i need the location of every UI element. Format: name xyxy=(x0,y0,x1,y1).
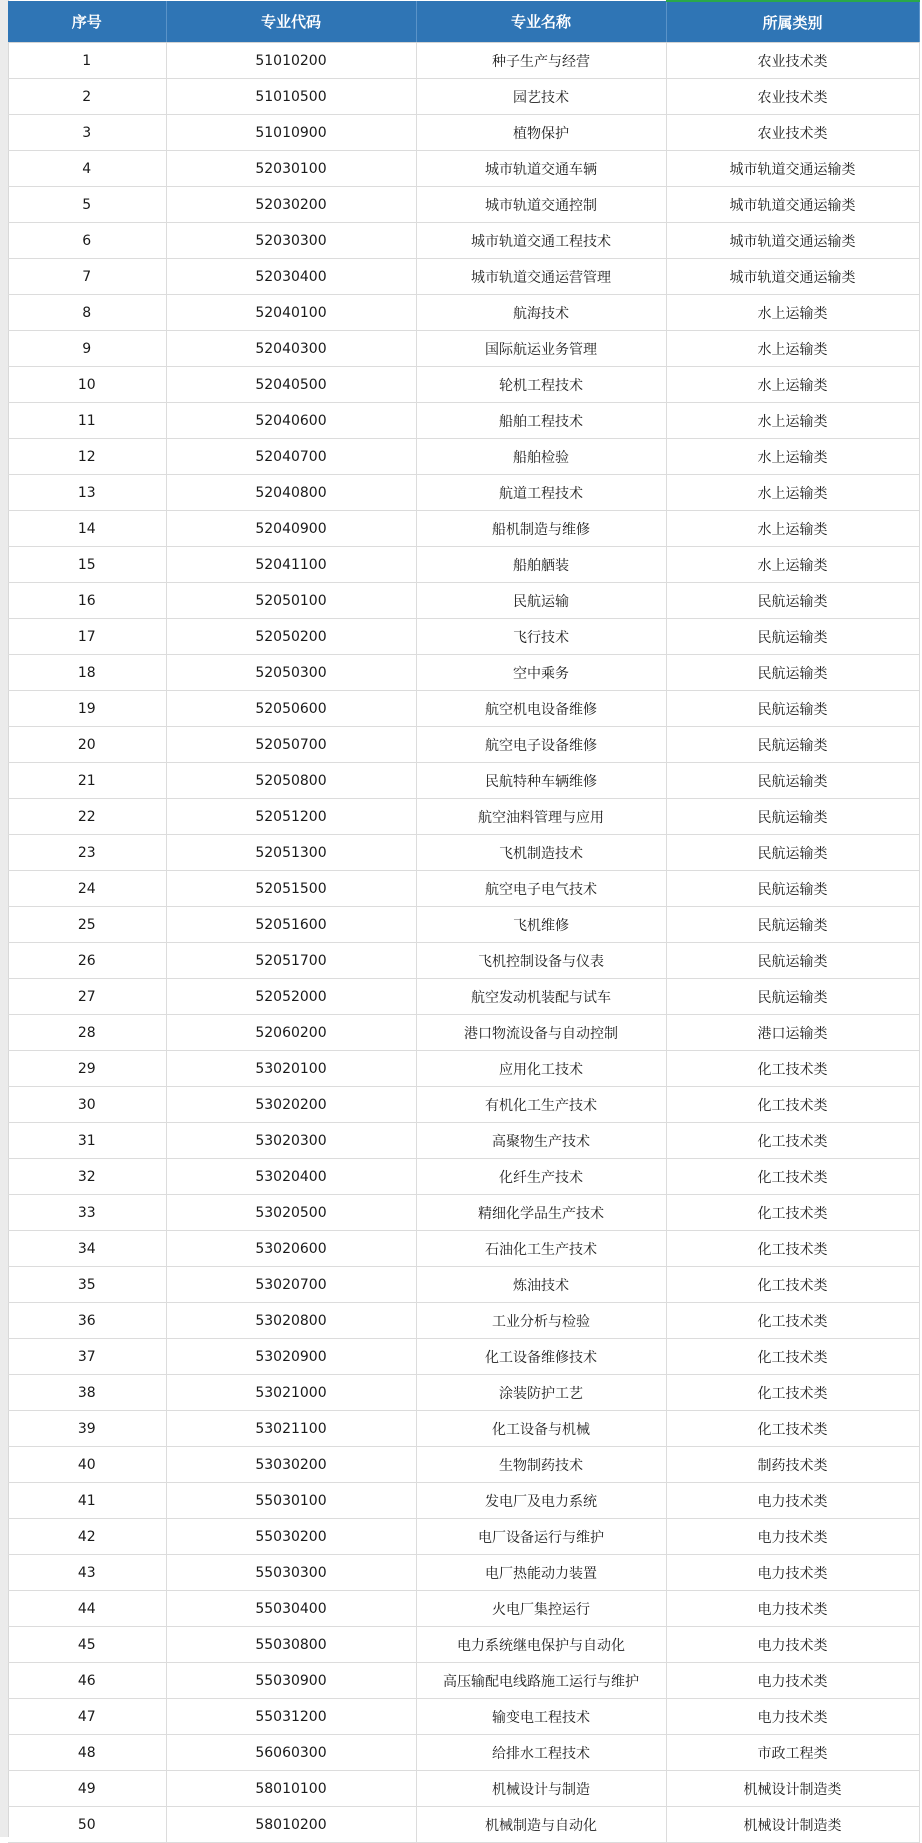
cell-index[interactable]: 15 xyxy=(8,547,166,583)
cell-name[interactable]: 种子生产与经营 xyxy=(416,43,666,79)
cell-index[interactable]: 40 xyxy=(8,1447,166,1483)
table-row xyxy=(8,1699,919,1735)
table-row xyxy=(8,43,919,79)
cell-code[interactable]: 56060300 xyxy=(166,1735,416,1771)
cell-index[interactable]: 19 xyxy=(8,691,166,727)
table-row xyxy=(8,331,919,367)
cell-name[interactable]: 船舶工程技术 xyxy=(416,403,666,439)
cell-index[interactable]: 31 xyxy=(8,1123,166,1159)
cell-name[interactable]: 火电厂集控运行 xyxy=(416,1591,666,1627)
cell-category[interactable]: 电力技术类 xyxy=(666,1663,919,1699)
cell-category[interactable]: 民航运输类 xyxy=(666,943,919,979)
cell-name[interactable]: 国际航运业务管理 xyxy=(416,331,666,367)
cell-category[interactable]: 化工技术类 xyxy=(666,1303,919,1339)
cell-code[interactable]: 52030400 xyxy=(166,259,416,295)
cell-name[interactable]: 空中乘务 xyxy=(416,655,666,691)
cell-category[interactable]: 民航运输类 xyxy=(666,763,919,799)
cell-code[interactable]: 55031200 xyxy=(166,1699,416,1735)
table-row xyxy=(8,403,919,439)
cell-code[interactable]: 53020500 xyxy=(166,1195,416,1231)
cell-category[interactable]: 民航运输类 xyxy=(666,655,919,691)
cell-index[interactable]: 4 xyxy=(8,151,166,187)
table-row xyxy=(8,799,919,835)
cell-index[interactable]: 38 xyxy=(8,1375,166,1411)
cell-code[interactable]: 52050700 xyxy=(166,727,416,763)
header-index[interactable]: 序号 xyxy=(8,1,166,43)
table-row xyxy=(8,1303,919,1339)
cell-code[interactable]: 53020900 xyxy=(166,1339,416,1375)
table-row xyxy=(8,1015,919,1051)
cell-category[interactable]: 农业技术类 xyxy=(666,79,919,115)
table-row xyxy=(8,583,919,619)
table-row xyxy=(8,79,919,115)
cell-index[interactable]: 9 xyxy=(8,331,166,367)
cell-category[interactable]: 电力技术类 xyxy=(666,1519,919,1555)
cell-index[interactable]: 14 xyxy=(8,511,166,547)
header-category[interactable]: 所属类别 xyxy=(666,1,919,43)
cell-index[interactable]: 50 xyxy=(8,1807,166,1843)
cell-index[interactable]: 41 xyxy=(8,1483,166,1519)
cell-code[interactable]: 55030100 xyxy=(166,1483,416,1519)
cell-code[interactable]: 52041100 xyxy=(166,547,416,583)
cell-category[interactable]: 化工技术类 xyxy=(666,1375,919,1411)
cell-index[interactable]: 44 xyxy=(8,1591,166,1627)
table-row xyxy=(8,763,919,799)
cell-name[interactable]: 船舶检验 xyxy=(416,439,666,475)
cell-index[interactable]: 49 xyxy=(8,1771,166,1807)
cell-name[interactable]: 高聚物生产技术 xyxy=(416,1123,666,1159)
cell-name[interactable]: 城市轨道交通运营管理 xyxy=(416,259,666,295)
cell-code[interactable]: 52051600 xyxy=(166,907,416,943)
cell-code[interactable]: 52050600 xyxy=(166,691,416,727)
table-row xyxy=(8,1591,919,1627)
cell-category[interactable]: 水上运输类 xyxy=(666,439,919,475)
cell-code[interactable]: 53021100 xyxy=(166,1411,416,1447)
cell-code[interactable]: 52030100 xyxy=(166,151,416,187)
cell-code[interactable]: 58010100 xyxy=(166,1771,416,1807)
table-row xyxy=(8,835,919,871)
cell-index[interactable]: 1 xyxy=(8,43,166,79)
table-row xyxy=(8,115,919,151)
cell-index[interactable]: 17 xyxy=(8,619,166,655)
cell-name[interactable]: 机械制造与自动化 xyxy=(416,1807,666,1843)
cell-index[interactable]: 20 xyxy=(8,727,166,763)
cell-category[interactable]: 电力技术类 xyxy=(666,1555,919,1591)
table-row xyxy=(8,439,919,475)
cell-name[interactable]: 港口物流设备与自动控制 xyxy=(416,1015,666,1051)
cell-code[interactable]: 53020200 xyxy=(166,1087,416,1123)
table-row xyxy=(8,691,919,727)
table-row xyxy=(8,511,919,547)
cell-code[interactable]: 52040700 xyxy=(166,439,416,475)
cell-category[interactable]: 民航运输类 xyxy=(666,979,919,1015)
cell-category[interactable]: 化工技术类 xyxy=(666,1267,919,1303)
cell-category[interactable]: 化工技术类 xyxy=(666,1051,919,1087)
cell-name[interactable]: 航空油料管理与应用 xyxy=(416,799,666,835)
cell-code[interactable]: 52040800 xyxy=(166,475,416,511)
cell-name[interactable]: 船机制造与维修 xyxy=(416,511,666,547)
table-row xyxy=(8,1087,919,1123)
cell-code[interactable]: 52030300 xyxy=(166,223,416,259)
table-row xyxy=(8,187,919,223)
cell-category[interactable]: 电力技术类 xyxy=(666,1627,919,1663)
cell-category[interactable]: 水上运输类 xyxy=(666,331,919,367)
cell-name[interactable]: 城市轨道交通车辆 xyxy=(416,151,666,187)
cell-code[interactable]: 52051200 xyxy=(166,799,416,835)
table-row xyxy=(8,1195,919,1231)
cell-category[interactable]: 化工技术类 xyxy=(666,1195,919,1231)
cell-code[interactable]: 53020700 xyxy=(166,1267,416,1303)
cell-code[interactable]: 53020400 xyxy=(166,1159,416,1195)
cell-category[interactable]: 化工技术类 xyxy=(666,1339,919,1375)
cell-index[interactable]: 2 xyxy=(8,79,166,115)
cell-index[interactable]: 43 xyxy=(8,1555,166,1591)
cell-name[interactable]: 飞机维修 xyxy=(416,907,666,943)
cell-name[interactable]: 工业分析与检验 xyxy=(416,1303,666,1339)
cell-code[interactable]: 58010200 xyxy=(166,1807,416,1843)
cell-index[interactable]: 23 xyxy=(8,835,166,871)
cell-category[interactable]: 民航运输类 xyxy=(666,871,919,907)
cell-name[interactable]: 化工设备维修技术 xyxy=(416,1339,666,1375)
table-row xyxy=(8,1771,919,1807)
cell-code[interactable]: 52051300 xyxy=(166,835,416,871)
cell-index[interactable]: 46 xyxy=(8,1663,166,1699)
cell-code[interactable]: 52050200 xyxy=(166,619,416,655)
cell-category[interactable]: 农业技术类 xyxy=(666,43,919,79)
cell-category[interactable]: 水上运输类 xyxy=(666,295,919,331)
cell-name[interactable]: 应用化工技术 xyxy=(416,1051,666,1087)
cell-name[interactable]: 精细化学品生产技术 xyxy=(416,1195,666,1231)
cell-code[interactable]: 52030200 xyxy=(166,187,416,223)
table-row xyxy=(8,1663,919,1699)
cell-code[interactable]: 55030900 xyxy=(166,1663,416,1699)
cell-code[interactable]: 53021000 xyxy=(166,1375,416,1411)
cell-name[interactable]: 飞机控制设备与仪表 xyxy=(416,943,666,979)
cell-index[interactable]: 18 xyxy=(8,655,166,691)
table-row xyxy=(8,1123,919,1159)
cell-name[interactable]: 给排水工程技术 xyxy=(416,1735,666,1771)
table-row xyxy=(8,259,919,295)
cell-name[interactable]: 航空电子电气技术 xyxy=(416,871,666,907)
cell-name[interactable]: 船舶舾装 xyxy=(416,547,666,583)
cell-index[interactable]: 27 xyxy=(8,979,166,1015)
cell-name[interactable]: 航道工程技术 xyxy=(416,475,666,511)
cell-name[interactable]: 电力系统继电保护与自动化 xyxy=(416,1627,666,1663)
cell-name[interactable]: 飞行技术 xyxy=(416,619,666,655)
table-row xyxy=(8,475,919,511)
cell-category[interactable]: 电力技术类 xyxy=(666,1699,919,1735)
table-row xyxy=(8,1159,919,1195)
cell-code[interactable]: 52060200 xyxy=(166,1015,416,1051)
cell-name[interactable]: 城市轨道交通控制 xyxy=(416,187,666,223)
cell-category[interactable]: 水上运输类 xyxy=(666,475,919,511)
cell-name[interactable]: 电厂设备运行与维护 xyxy=(416,1519,666,1555)
cell-category[interactable]: 水上运输类 xyxy=(666,511,919,547)
cell-code[interactable]: 52040600 xyxy=(166,403,416,439)
cell-index[interactable]: 6 xyxy=(8,223,166,259)
table-row xyxy=(8,943,919,979)
cell-category[interactable]: 城市轨道交通运输类 xyxy=(666,259,919,295)
table-row xyxy=(8,1735,919,1771)
table-row xyxy=(8,1231,919,1267)
cell-code[interactable]: 55030400 xyxy=(166,1591,416,1627)
cell-name[interactable]: 飞机制造技术 xyxy=(416,835,666,871)
cell-category[interactable]: 城市轨道交通运输类 xyxy=(666,223,919,259)
cell-index[interactable]: 45 xyxy=(8,1627,166,1663)
cell-index[interactable]: 21 xyxy=(8,763,166,799)
cell-index[interactable]: 35 xyxy=(8,1267,166,1303)
cell-category[interactable]: 化工技术类 xyxy=(666,1411,919,1447)
cell-name[interactable]: 机械设计与制造 xyxy=(416,1771,666,1807)
cell-category[interactable]: 化工技术类 xyxy=(666,1123,919,1159)
table-row xyxy=(8,1267,919,1303)
table-row xyxy=(8,907,919,943)
cell-category[interactable]: 民航运输类 xyxy=(666,691,919,727)
cell-code[interactable]: 52050800 xyxy=(166,763,416,799)
cell-name[interactable]: 城市轨道交通工程技术 xyxy=(416,223,666,259)
table-row xyxy=(8,871,919,907)
cell-index[interactable]: 16 xyxy=(8,583,166,619)
cell-index[interactable]: 26 xyxy=(8,943,166,979)
cell-name[interactable]: 航空发动机装配与试车 xyxy=(416,979,666,1015)
cell-name[interactable]: 航空机电设备维修 xyxy=(416,691,666,727)
cell-category[interactable]: 水上运输类 xyxy=(666,547,919,583)
cell-index[interactable]: 37 xyxy=(8,1339,166,1375)
table-row xyxy=(8,295,919,331)
cell-index[interactable]: 8 xyxy=(8,295,166,331)
table-row xyxy=(8,223,919,259)
cell-code[interactable]: 53020100 xyxy=(166,1051,416,1087)
cell-code[interactable]: 52052000 xyxy=(166,979,416,1015)
cell-name[interactable]: 民航特种车辆维修 xyxy=(416,763,666,799)
cell-index[interactable]: 39 xyxy=(8,1411,166,1447)
cell-name[interactable]: 轮机工程技术 xyxy=(416,367,666,403)
cell-index[interactable]: 11 xyxy=(8,403,166,439)
table-row xyxy=(8,367,919,403)
cell-name[interactable]: 有机化工生产技术 xyxy=(416,1087,666,1123)
cell-index[interactable]: 48 xyxy=(8,1735,166,1771)
cell-index[interactable]: 33 xyxy=(8,1195,166,1231)
cell-code[interactable]: 53020600 xyxy=(166,1231,416,1267)
cell-code[interactable]: 55030200 xyxy=(166,1519,416,1555)
cell-code[interactable]: 53020300 xyxy=(166,1123,416,1159)
cell-name[interactable]: 石油化工生产技术 xyxy=(416,1231,666,1267)
cell-category[interactable]: 城市轨道交通运输类 xyxy=(666,151,919,187)
cell-name[interactable]: 输变电工程技术 xyxy=(416,1699,666,1735)
cell-name[interactable]: 电厂热能动力装置 xyxy=(416,1555,666,1591)
cell-code[interactable]: 52051700 xyxy=(166,943,416,979)
table-row xyxy=(8,1051,919,1087)
cell-index[interactable]: 13 xyxy=(8,475,166,511)
cell-name[interactable]: 涂装防护工艺 xyxy=(416,1375,666,1411)
cell-category[interactable]: 电力技术类 xyxy=(666,1591,919,1627)
cell-code[interactable]: 55030300 xyxy=(166,1555,416,1591)
cell-category[interactable]: 化工技术类 xyxy=(666,1159,919,1195)
table-row xyxy=(8,619,919,655)
cell-category[interactable]: 民航运输类 xyxy=(666,835,919,871)
cell-index[interactable]: 22 xyxy=(8,799,166,835)
cell-name[interactable]: 化工设备与机械 xyxy=(416,1411,666,1447)
cell-category[interactable]: 城市轨道交通运输类 xyxy=(666,187,919,223)
table-row xyxy=(8,547,919,583)
cell-index[interactable]: 10 xyxy=(8,367,166,403)
cell-code[interactable]: 52040300 xyxy=(166,331,416,367)
table-row xyxy=(8,1555,919,1591)
cell-index[interactable]: 34 xyxy=(8,1231,166,1267)
cell-index[interactable]: 36 xyxy=(8,1303,166,1339)
cell-index[interactable]: 42 xyxy=(8,1519,166,1555)
cell-code[interactable]: 52040500 xyxy=(166,367,416,403)
cell-category[interactable]: 机械设计制造类 xyxy=(666,1771,919,1807)
cell-index[interactable]: 29 xyxy=(8,1051,166,1087)
cell-category[interactable]: 民航运输类 xyxy=(666,907,919,943)
cell-name[interactable]: 生物制药技术 xyxy=(416,1447,666,1483)
cell-category[interactable]: 农业技术类 xyxy=(666,115,919,151)
cell-index[interactable]: 25 xyxy=(8,907,166,943)
cell-category[interactable]: 电力技术类 xyxy=(666,1483,919,1519)
table-row xyxy=(8,1447,919,1483)
cell-name[interactable]: 炼油技术 xyxy=(416,1267,666,1303)
cell-index[interactable]: 30 xyxy=(8,1087,166,1123)
cell-code[interactable]: 51010500 xyxy=(166,79,416,115)
cell-category[interactable]: 民航运输类 xyxy=(666,619,919,655)
table-row xyxy=(8,727,919,763)
cell-index[interactable]: 7 xyxy=(8,259,166,295)
cell-code[interactable]: 52040900 xyxy=(166,511,416,547)
table-row xyxy=(8,655,919,691)
cell-code[interactable]: 53020800 xyxy=(166,1303,416,1339)
cell-code[interactable]: 51010900 xyxy=(166,115,416,151)
header-row xyxy=(8,1,919,43)
cell-index[interactable]: 3 xyxy=(8,115,166,151)
cell-code[interactable]: 51010200 xyxy=(166,43,416,79)
cell-code[interactable]: 52050100 xyxy=(166,583,416,619)
table-row xyxy=(8,979,919,1015)
cell-category[interactable]: 水上运输类 xyxy=(666,367,919,403)
table-row xyxy=(8,1627,919,1663)
cell-index[interactable]: 5 xyxy=(8,187,166,223)
cell-category[interactable]: 化工技术类 xyxy=(666,1231,919,1267)
cell-code[interactable]: 52040100 xyxy=(166,295,416,331)
table-row xyxy=(8,1807,919,1843)
major-list-table xyxy=(8,0,920,1843)
cell-category[interactable]: 机械设计制造类 xyxy=(666,1807,919,1843)
cell-name[interactable]: 发电厂及电力系统 xyxy=(416,1483,666,1519)
cell-name[interactable]: 航空电子设备维修 xyxy=(416,727,666,763)
cell-category[interactable]: 民航运输类 xyxy=(666,799,919,835)
cell-index[interactable]: 47 xyxy=(8,1699,166,1735)
cell-name[interactable]: 高压输配电线路施工运行与维护 xyxy=(416,1663,666,1699)
table-row xyxy=(8,1483,919,1519)
cell-category[interactable]: 水上运输类 xyxy=(666,403,919,439)
table-row xyxy=(8,1411,919,1447)
table-row xyxy=(8,1375,919,1411)
cell-category[interactable]: 港口运输类 xyxy=(666,1015,919,1051)
table-row xyxy=(8,1519,919,1555)
cell-category[interactable]: 民航运输类 xyxy=(666,583,919,619)
table-row xyxy=(8,1339,919,1375)
cell-name[interactable]: 航海技术 xyxy=(416,295,666,331)
cell-index[interactable]: 12 xyxy=(8,439,166,475)
cell-category[interactable]: 制药技术类 xyxy=(666,1447,919,1483)
cell-code[interactable]: 55030800 xyxy=(166,1627,416,1663)
cell-name[interactable]: 化纤生产技术 xyxy=(416,1159,666,1195)
cell-category[interactable]: 市政工程类 xyxy=(666,1735,919,1771)
cell-category[interactable]: 民航运输类 xyxy=(666,727,919,763)
cell-name[interactable]: 园艺技术 xyxy=(416,79,666,115)
cell-code[interactable]: 52050300 xyxy=(166,655,416,691)
header-name[interactable]: 专业名称 xyxy=(416,1,666,43)
table-body xyxy=(8,43,919,1843)
cell-name[interactable]: 民航运输 xyxy=(416,583,666,619)
cell-code[interactable]: 53030200 xyxy=(166,1447,416,1483)
cell-category[interactable]: 化工技术类 xyxy=(666,1087,919,1123)
cell-index[interactable]: 24 xyxy=(8,871,166,907)
cell-code[interactable]: 52051500 xyxy=(166,871,416,907)
cell-index[interactable]: 32 xyxy=(8,1159,166,1195)
cell-index[interactable]: 28 xyxy=(8,1015,166,1051)
table-row xyxy=(8,151,919,187)
cell-name[interactable]: 植物保护 xyxy=(416,115,666,151)
header-code[interactable]: 专业代码 xyxy=(166,1,416,43)
